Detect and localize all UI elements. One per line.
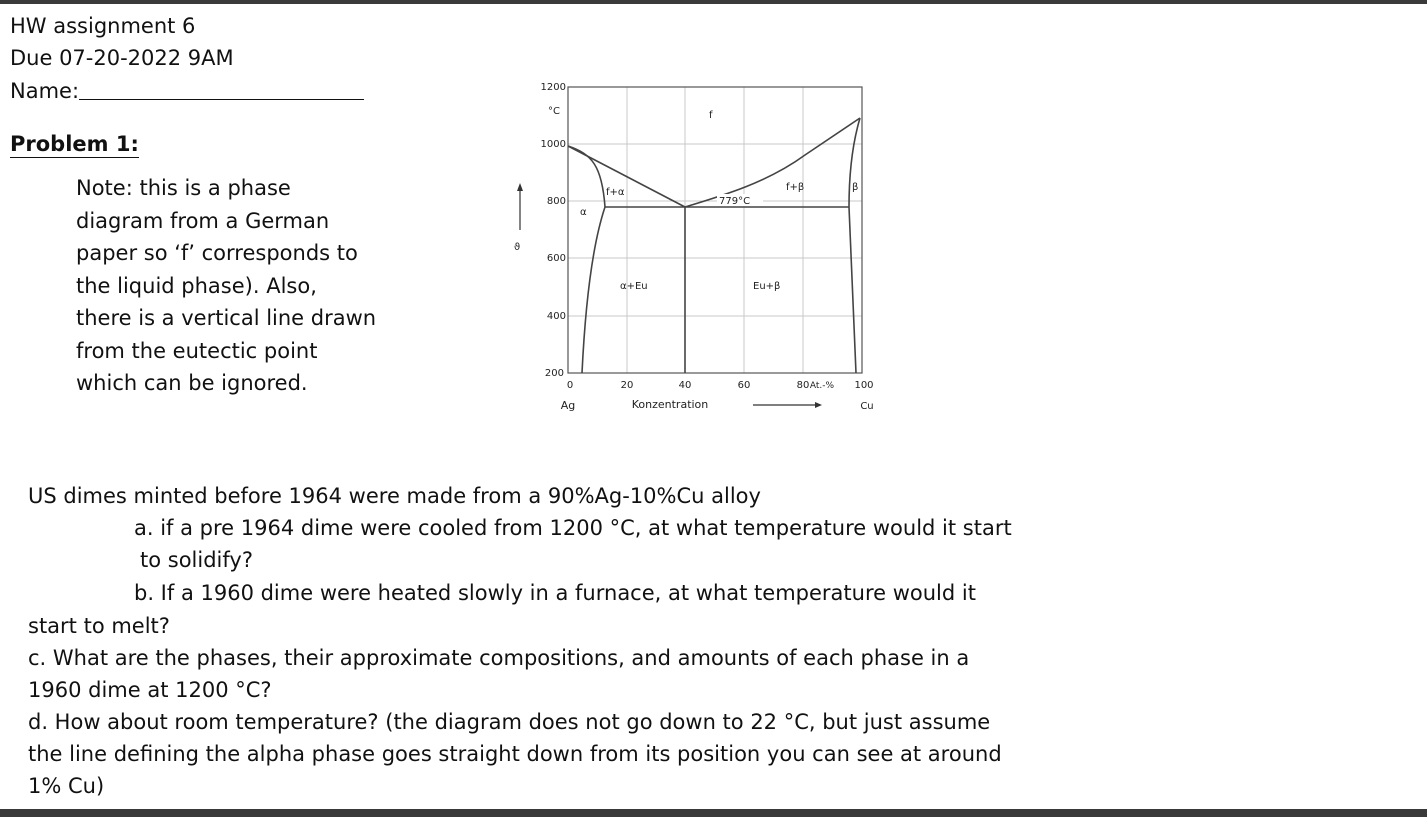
question-b-line: start to melt? (28, 614, 170, 638)
assignment-title: HW assignment 6 (10, 14, 196, 38)
x-tick-label: 40 (678, 380, 692, 391)
question-c-line: c. What are the phases, their approximate compositions, and amounts of each phase in a (28, 646, 970, 670)
plot-frame (568, 87, 862, 373)
region-label-liquid-beta: f+β (786, 182, 805, 193)
question-a-line: to solidify? (140, 548, 253, 572)
solidus-right (849, 118, 860, 207)
name-line (10, 78, 364, 104)
name-label: Name: (10, 79, 80, 103)
question-b-line: b. If a 1960 dime were heated slowly in a furnace, at what temperature would it (134, 581, 976, 605)
region-label-liquid: f (709, 110, 713, 121)
region-label-beta: β (852, 182, 859, 193)
question-d-line: the line defining the alpha phase goes straight down from its position you can see at around (28, 742, 1002, 766)
name-blank (79, 79, 364, 100)
x-unit-label: At.-% (809, 381, 835, 391)
region-label-alpha-eu: α+Eu (620, 281, 648, 292)
note-line: Note: this is a phase (76, 176, 291, 200)
liquidus-right (685, 118, 860, 207)
note-line: diagram from a German (76, 208, 330, 233)
y-tick-label: 200 (544, 368, 564, 379)
question-d-line: d. How about room temperature? (the diagram does not go down to 22 °C, but just assume (28, 710, 991, 734)
y-tick-label: 800 (546, 196, 566, 207)
region-label-liquid-alpha: f+α (606, 187, 625, 198)
y-axis-unit: °C (548, 106, 560, 117)
note-line: paper so ‘f’ corresponds to (76, 241, 358, 265)
problem-heading (10, 131, 139, 158)
y-tick-label: 1000 (540, 139, 566, 150)
question-c-line: 1960 dime at 1200 °C? (28, 678, 272, 702)
temperature-arrowhead (517, 183, 523, 191)
x-tick-label: 100 (854, 380, 874, 391)
x-axis-label: Konzentration (631, 398, 709, 411)
x-tick-label: 80 (796, 380, 810, 391)
note-line: there is a vertical line drawn (76, 306, 377, 330)
x-tick-label: 20 (620, 380, 634, 391)
problem-note (76, 172, 416, 400)
y-tick-label: 400 (546, 311, 566, 322)
y-tick-label: 1200 (540, 82, 566, 93)
top-border (0, 0, 1427, 4)
question-d-line: 1% Cu) (28, 774, 105, 798)
problem-heading-text: Problem 1: (10, 132, 139, 156)
right-element-label: Cu (860, 401, 874, 412)
question-intro: US dimes minted before 1964 were made from a 90%Ag-10%Cu alloy (28, 484, 761, 508)
question-a-line: a. if a pre 1964 dime were cooled from 1200 °C, at what temperature would it start (134, 516, 1012, 540)
eutectic-temperature-label: 779°C (719, 196, 751, 207)
bottom-border (0, 809, 1427, 817)
x-tick-label: 0 (566, 380, 574, 391)
beta-solvus (849, 207, 856, 373)
region-label-alpha: α (580, 207, 587, 218)
due-date: Due 07-20-2022 9AM (10, 46, 234, 70)
temperature-arrow-label: ϑ (514, 242, 521, 253)
alpha-solvus (582, 207, 605, 373)
y-tick-label: 600 (546, 253, 566, 264)
phase-diagram (510, 70, 890, 420)
x-tick-label: 60 (737, 380, 751, 391)
note-line: from the eutectic point (76, 338, 318, 363)
region-label-eu-beta: Eu+β (753, 281, 781, 292)
solidus-left (568, 146, 605, 207)
x-axis-arrowhead (815, 402, 822, 408)
note-line: the liquid phase). Also, (76, 273, 317, 298)
note-line: which can be ignored. (76, 371, 308, 395)
left-element-label: Ag (560, 399, 576, 412)
